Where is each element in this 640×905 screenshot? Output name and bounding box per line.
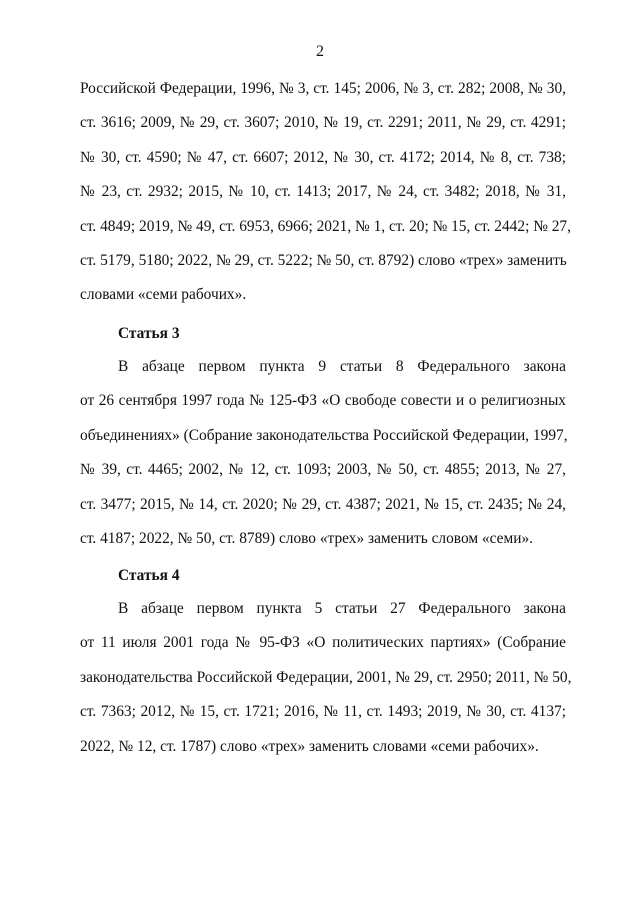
article-4-paragraph — [80, 592, 572, 764]
text-line: № 23, ст. 2932; 2015, № 10, ст. 1413; 2017, № 24, ст. 3482; 2018, № 31, — [80, 183, 566, 201]
text-line: законодательства Российской Федерации, 2001, № 29, ст. 2950; 2011, № 50, — [80, 668, 572, 686]
text-line: № 30, ст. 4590; № 47, ст. 6607; 2012, № 30, ст. 4172; 2014, № 8, ст. 738; — [80, 148, 566, 166]
text-line: ст. 4849; 2019, № 49, ст. 6953, 6966; 2021, № 1, ст. 20; № 15, ст. 2442; № 27, — [80, 217, 571, 235]
text-line: словами «семи рабочих». — [80, 286, 247, 304]
article-3-paragraph — [80, 350, 566, 556]
text-line: В абзаце первом пункта 5 статьи 27 Федерального закона — [118, 600, 566, 617]
text-line: Российской Федерации, 1996, № 3, ст. 145; 2006, № 3, ст. 282; 2008, № 30, — [80, 80, 566, 97]
text-line: ст. 4187; 2022, № 50, ст. 8789) слово «трех» заменить словом «семи». — [80, 529, 533, 547]
article-4-heading: Статья 4 — [118, 567, 180, 584]
text-line: от 11 июля 2001 года № 95-ФЗ «О политических партиях» (Собрание — [80, 634, 566, 652]
text-line: 2022, № 12, ст. 1787) слово «трех» заменить словами «семи рабочих». — [80, 737, 539, 755]
page-number: 2 — [316, 43, 324, 60]
text-line: № 39, ст. 4465; 2002, № 12, ст. 1093; 2003, № 50, ст. 4855; 2013, № 27, — [80, 461, 566, 479]
text-line: от 26 сентября 1997 года № 125-ФЗ «О свободе совести и о религиозных — [80, 392, 566, 410]
text-line: ст. 7363; 2012, № 15, ст. 1721; 2016, № 11, ст. 1493; 2019, № 30, ст. 4137; — [80, 703, 566, 721]
text-line: ст. 3616; 2009, № 29, ст. 3607; 2010, № 19, ст. 2291; 2011, № 29, ст. 4291; — [80, 114, 566, 132]
text-line: объединениях» (Собрание законодательства Российской Федерации, 1997, — [80, 426, 568, 444]
text-line: В абзаце первом пункта 9 статьи 8 Федерального закона — [118, 358, 566, 375]
text-line: ст. 5179, 5180; 2022, № 29, ст. 5222; № 50, ст. 8792) слово «трех» заменить — [80, 251, 567, 269]
text-line: ст. 3477; 2015, № 14, ст. 2020; № 29, ст. 4387; 2021, № 15, ст. 2435; № 24, — [80, 495, 566, 513]
paragraph-continuation — [80, 72, 571, 313]
article-3-heading: Статья 3 — [118, 325, 180, 342]
